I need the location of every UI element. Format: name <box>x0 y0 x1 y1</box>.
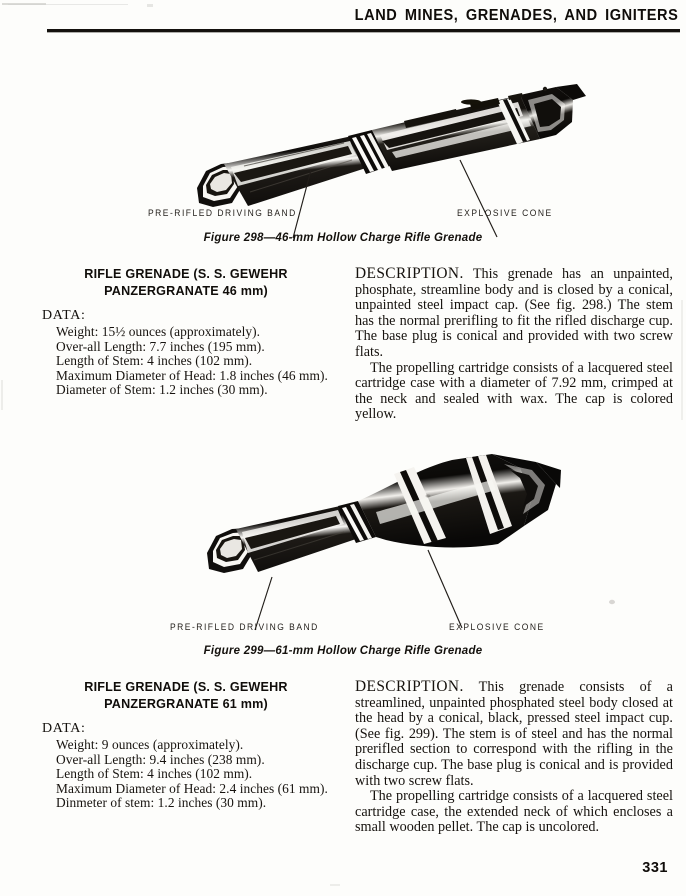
data-item: Weight: 15½ ounces (approximately). <box>56 324 261 339</box>
description-text: This grenade has an unpainted, phosphate, streamline body and is closed by a conical, unpainted steel impact cap. (See fig. 298.) The stem has the normal prerifling to fit the rifled discharge cup. The base plug is conical and provided with two screw flats. <box>355 266 673 360</box>
data-item: Maximum Diameter of Head: 1.8 inches (46 mm). <box>56 367 328 383</box>
scan-artifact-bottom <box>330 884 340 886</box>
running-head: LAND MINES, GRENADES, AND IGNITERS <box>354 7 678 24</box>
figure-299-illustration <box>0 440 686 645</box>
section-61mm-right-column <box>355 679 673 836</box>
data-item: Length of Stem: 4 inches (102 mm). <box>56 353 253 369</box>
data-item: Weight: 9 ounces (approximately). <box>56 737 244 752</box>
section-46mm-left-column <box>42 266 330 398</box>
section-61mm-data-list <box>42 738 330 811</box>
scan-artifact-right-edge <box>681 300 683 420</box>
section-61mm-description-para-2: The propelling cartridge consists of a lacquered steel cartridge case, the extended neck of which encloses a small wooden pellet. The cap is uncolored. <box>355 788 673 836</box>
description-text: This grenade consists of a streamlined, unpainted phosphated steel body closed at the head by a conical, black, pressed steel impact cup. (See fig. 299). The stem is of steel and has the normal prerifled section to correspond with the rifling in the discharge cup. The base plug is conical and is provided with two screw flats. <box>355 679 674 789</box>
section-46mm-heading-line2: PANZERGRANATE 46 mm) <box>104 284 268 298</box>
figure-299-callout-explosive-cone: EXPLOSIVE CONE <box>449 621 545 633</box>
scan-artifact-top-mark <box>147 4 153 7</box>
section-46mm-right-column <box>355 266 673 423</box>
section-46mm-description-para-2: The propelling cartridge consists of a lacquered steel cartridge case with a diameter of 7.92 mm, crimped at the neck and sealed with wax. The cap is colored yellow. <box>355 359 673 423</box>
data-item: Length of Stem: 4 inches (102 mm). <box>56 766 253 782</box>
figure-299-callout-driving-band: PRE-RIFLED DRIVING BAND <box>170 621 319 633</box>
section-61mm-heading-line1: RIFLE GRENADE (S. S. GEWEHR <box>84 680 288 694</box>
data-item: Dinmeter of stem: 1.2 inches (30 mm). <box>56 795 267 811</box>
section-61mm-data-label: DATA: <box>42 721 86 736</box>
figure-298-callout-explosive-cone: EXPLOSIVE CONE <box>457 207 553 219</box>
scan-artifact-top-left-2 <box>8 4 128 5</box>
page-number: 331 <box>642 860 668 876</box>
figure-298-callout-driving-band: PRE-RIFLED DRIVING BAND <box>148 207 297 219</box>
scan-artifact-left-edge <box>1 380 3 410</box>
figure-298-caption: Figure 298—46-mm Hollow Charge Rifle Grenade <box>203 232 483 244</box>
header-rule <box>47 29 680 32</box>
description-lead: DESCRIPTION. <box>355 265 464 282</box>
section-46mm-data-label: DATA: <box>42 308 86 323</box>
data-item: Over-all Length: 9.4 inches (238 mm). <box>56 751 265 767</box>
data-item: Maximum Diameter of Head: 2.4 inches (61 mm). <box>56 780 328 796</box>
description-lead: DESCRIPTION. <box>355 678 464 695</box>
figure-298 <box>0 40 686 255</box>
section-46mm-description-para-1 <box>355 266 673 361</box>
section-61mm-left-column <box>42 679 330 811</box>
section-46mm-heading <box>42 266 330 300</box>
figure-299-caption: Figure 299—61-mm Hollow Charge Rifle Grenade <box>203 645 483 657</box>
section-61mm-description-para-1 <box>355 679 673 789</box>
figure-299 <box>0 440 686 665</box>
data-item: Over-all Length: 7.7 inches (195 mm). <box>56 338 265 354</box>
section-61mm-heading <box>42 679 330 713</box>
section-61mm-heading-line2: PANZERGRANATE 61 mm) <box>104 697 268 711</box>
figure-298-illustration <box>0 40 686 240</box>
section-46mm-data-list <box>42 325 330 398</box>
data-item: Diameter of Stem: 1.2 inches (30 mm). <box>56 382 268 398</box>
section-46mm-heading-line1: RIFLE GRENADE (S. S. GEWEHR <box>84 267 288 281</box>
